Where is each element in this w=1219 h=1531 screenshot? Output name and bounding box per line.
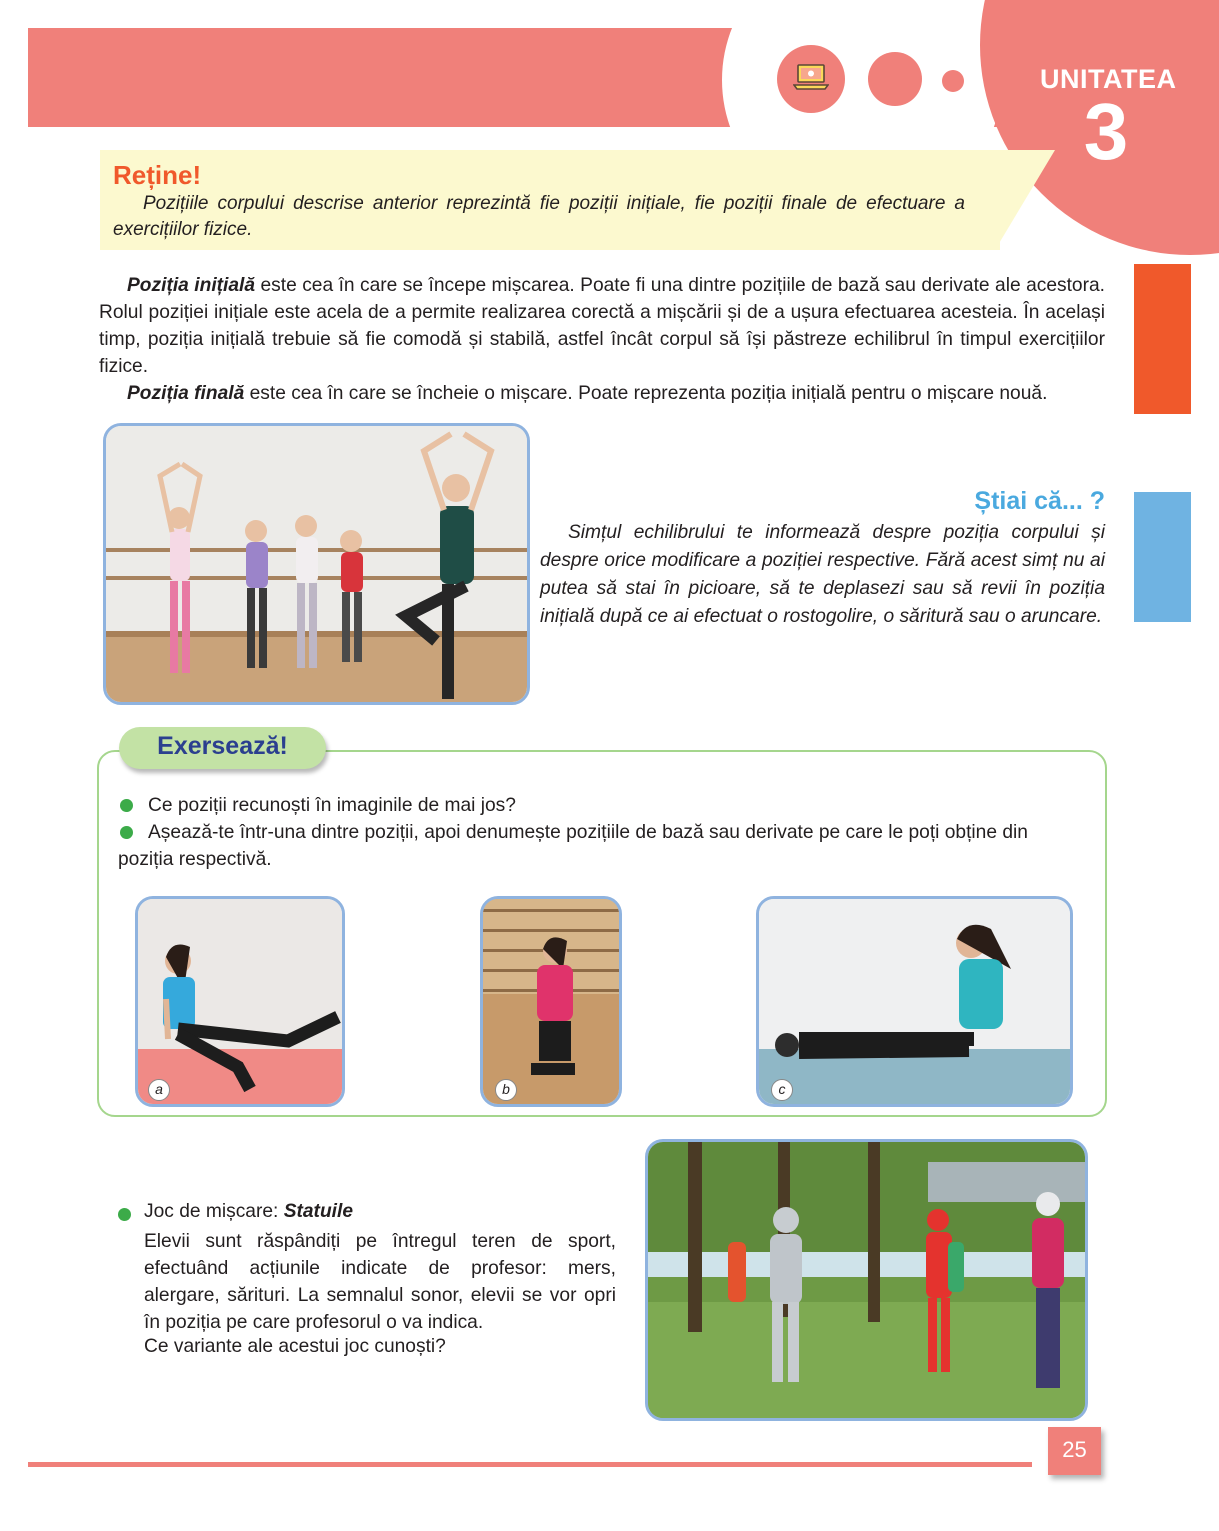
photo-label-b: b (495, 1079, 517, 1101)
paragraph-final-text: este cea în care se încheie o mișcare. Poate reprezenta poziția inițială pentru o mișcare nouă. (244, 383, 1048, 404)
exerseaza-item-2: Așează-te într-una dintre poziții, apoi denumește pozițiile de bază sau derivate pe care le poți obține din (148, 822, 1028, 843)
header-dot-large (868, 52, 922, 106)
bullet-icon (118, 1208, 131, 1221)
photo-label-c: c (771, 1079, 793, 1101)
retine-box-tail (995, 150, 1055, 250)
joc-prefix: Joc de mișcare: (144, 1201, 284, 1222)
photo-label-a: a (148, 1079, 170, 1101)
joc-title (144, 1201, 353, 1223)
unit-label: UNITATEA (1040, 64, 1177, 94)
paragraph-initial-position (99, 272, 1105, 380)
exerseaza-item-1: Ce poziții recunoști în imaginile de mai jos? (148, 795, 516, 816)
laptop-icon (777, 45, 845, 113)
joc-text: Elevii sunt răspândiți pe întregul teren de sport, efectuând acțiunile indicate de profesor: mers, alergare, sărituri. La semnalul sonor, elevii se vor opri în poziția pe care profesorul o va indica. (144, 1231, 616, 1333)
joc-name: Statuile (283, 1201, 354, 1222)
bullet-icon (120, 826, 133, 839)
position-photo-c (756, 896, 1073, 1107)
stiai-title: Știai că... ? (974, 487, 1105, 515)
exerseaza-list (118, 792, 1088, 873)
side-tab-blue (1134, 492, 1191, 622)
bullet-icon (120, 799, 133, 812)
paragraph-initial-text: este cea în care se începe mișcarea. Poate fi una dintre pozițiile de bază sau derivate ale acestora. Rolul poziției inițiale este acela de a permite realizarea corectă a mișcării și de a ușura efectuarea acesteia. În același timp, poziția inițială trebuie să fie comodă și stabilă, astfel încât corpul să își păstreze echilibrul în timpul exercițiilor fizice. (99, 275, 1105, 377)
list-item (118, 792, 1088, 819)
term-initial-position: Poziția inițială (127, 275, 256, 296)
stiai-text: Simțul echilibrului te informează despre poziția corpului și despre orice modificare a poziției respective. Fără acest simț nu ai putea să stai în picioare, să te deplasezi sau să revii în poziția inițială după ce ai efectuat o rostogolire, o săritură sau o aruncare. (540, 522, 1105, 627)
list-item (118, 819, 1088, 846)
list-item-continued (118, 846, 1088, 873)
retine-text: Pozițiile corpului descrise anterior reprezintă fie poziții inițiale, fie poziții finale de efectuare a exercițiilor fizice. (113, 193, 965, 240)
footer-line (28, 1462, 1032, 1467)
unit-number: 3 (1083, 87, 1129, 176)
position-photo-b (480, 896, 622, 1107)
exerseaza-title: Exersează! (157, 732, 288, 760)
header-dot-small (942, 70, 964, 92)
joc-question: Ce variante ale acestui joc cunoști? (144, 1336, 446, 1357)
paragraph-final-position (99, 380, 1105, 407)
term-final-position: Poziția finală (127, 383, 245, 404)
page-number: 25 (1062, 1437, 1087, 1462)
statues-park-photo (645, 1139, 1088, 1421)
main-text (99, 272, 1105, 407)
position-photo-a (135, 896, 345, 1107)
side-tab-orange (1134, 264, 1191, 414)
retine-title: Reține! (113, 160, 202, 190)
ballet-class-photo (103, 423, 530, 705)
exerseaza-item-2-cont: poziția respectivă. (118, 849, 272, 870)
